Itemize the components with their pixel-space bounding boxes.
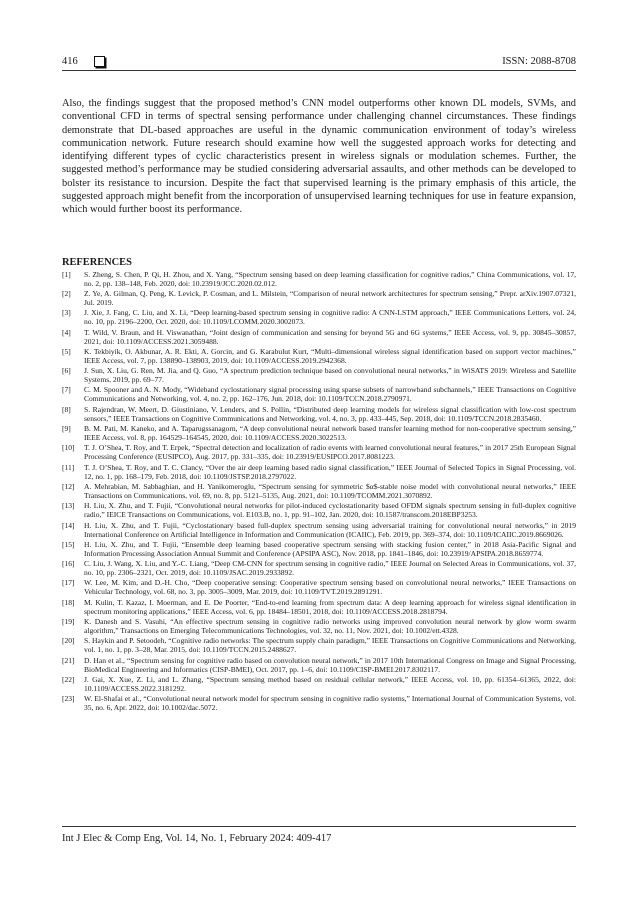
reference-number: [3] — [62, 308, 71, 318]
reference-text: Z. Ye, A. Gilman, Q. Peng, K. Levick, P. Cosman, and L. Milstein, “Comparison of neural network architectures for spectrum sensing,” Prepr. arXiv.1907.07321, Jul. 2019. — [84, 288, 576, 307]
reference-item — [62, 559, 576, 577]
reference-text: S. Haykin and P. Setoodeh, “Cognitive radio networks: The spectrum supply chain paradigm,” IEEE Transactions on Cognitive Communications and Networking, vol. 1, no. 1, pp. 3–28, Mar. 2015, doi: 10.1109/TCCN.2015.2488627. — [84, 636, 576, 655]
reference-item — [62, 443, 576, 461]
reference-number: [2] — [62, 288, 71, 298]
reference-text: J. Sun, X. Liu, G. Ren, M. Jia, and Q. Guo, “A spectrum prediction technique based on convolutional neural networks,” in WiSATS 2019: Wireless and Satellite Systems, 2019, pp. 69–77. — [84, 366, 576, 385]
reference-text: T. Wild, V. Braun, and H. Viswanathan, “Joint design of communication and sensing for beyond 5G and 6G systems,” IEEE Access, vol. 9, pp. 30845–30857, 2021, doi: 10.1109/ACCESS.2021.3059488. — [84, 327, 576, 346]
reference-text: J. Xie, J. Fang, C. Liu, and X. Li, “Deep learning-based spectrum sensing in cognitive radio: A CNN-LSTM approach,” IEEE Communications Letters, vol. 24, no. 10, pp. 2196–2200, Oct. 2020, doi: 10.1109/LCOMM.2020.3002073. — [84, 308, 576, 327]
reference-text: W. Lee, M. Kim, and D.-H. Cho, “Deep cooperative sensing: Cooperative spectrum sensing based on convolutional neural networks,” IEEE Transactions on Vehicular Technology, vol. 68, no. 3, pp. 3005–3009, Mar. 2019, doi: 10.1109/TVT.2019.2891291. — [84, 578, 576, 597]
reference-number: [5] — [62, 346, 71, 356]
reference-number: [20] — [62, 636, 75, 646]
header-left — [62, 56, 105, 67]
reference-text: B. M. Pati, M. Kaneko, and A. Taparugssanagorn, “A deep convolutional neural network based transfer learning method for non-cooperative spectrum sensing,” IEEE Access, vol. 8, pp. 164529–164545, 2020, doi: 10.1109/ACCESS.2020.3022513. — [84, 424, 576, 443]
reference-text: J. Gai, X. Xue, Z. Li, and L. Zhang, “Spectrum sensing method based on residual cellular network,” IEEE Access, vol. 10, pp. 61354–61365, 2022, doi: 10.1109/ACCESS.2022.3181292. — [84, 674, 576, 693]
reference-number: [11] — [62, 462, 75, 472]
reference-item — [62, 385, 576, 403]
page-header — [62, 56, 576, 71]
reference-text: H. Liu, X. Zhu, and T. Fujii, “Ensemble deep learning based cooperative spectrum sensing with stacking fusion center,” in 2018 Asia-Pacific Signal and Information Processing Association Annual Summit and Conference (APSIPA ASC), Nov. 2018, pp. 1841–1846, doi: 10.23919/APSIPA.2018.8659774. — [84, 539, 576, 558]
reference-item — [62, 366, 576, 384]
reference-text: S. Zheng, S. Chen, P. Qi, H. Zhou, and X. Yang, “Spectrum sensing based on deep learning classification for cognitive radios,” China Communications, vol. 17, no. 2, pp. 138–148, Feb. 2020, doi: 10.23919/JCC.2020.02.012. — [84, 269, 576, 288]
reference-item — [62, 501, 576, 519]
reference-text: A. Mehrabian, M. Sabbaghian, and H. Yanikomeroglu, “Spectrum sensing for symmetric $α$-stable noise model with convolutional neural networks,” IEEE Transactions on Communications, vol. 69, no. 8, pp. 5121–5135, Aug. 2021, doi: 10.1109/TCOMM.2021.3070892. — [84, 481, 576, 500]
reference-text: W. El-Shafai et al., “Convolutional neural network model for spectrum sensing in cognitive radio systems,” International Journal of Communication Systems, vol. 35, no. 6, Apr. 2022, doi: 10.1002/dac.5072. — [84, 694, 576, 713]
page-content — [62, 56, 576, 714]
reference-text: H. Liu, X. Zhu, and T. Fujii, “Convolutional neural networks for pilot-induced cyclostationarity based OFDM signals spectrum sensing in full-duplex cognitive radio,” IEICE Transactions on Communications, vol. E103.B, no. 1, pp. 91–102, Jan. 2020, doi: 10.1587/transcom.2018EBP3253. — [84, 501, 576, 520]
reference-item — [62, 540, 576, 558]
reference-number: [13] — [62, 501, 75, 511]
reference-number: [22] — [62, 674, 75, 684]
reference-text: D. Han et al., “Spectrum sensing for cognitive radio based on convolution neural network,” in 2017 10th International Congress on Image and Signal Processing, BioMedical Engineering and Informatics (CISP-BMEI), Oct. 2017, pp. 1–6, doi: 10.1109/CISP-BMEI.2017.8302117. — [84, 655, 576, 674]
reference-item — [62, 463, 576, 481]
reference-item — [62, 675, 576, 693]
reference-number: [6] — [62, 366, 71, 376]
reference-item — [62, 598, 576, 616]
page-footer: Int J Elec & Comp Eng, Vol. 14, No. 1, February 2024: 409-417 — [62, 826, 576, 844]
reference-number: [15] — [62, 539, 75, 549]
reference-item — [62, 308, 576, 326]
reference-item — [62, 289, 576, 307]
reference-item — [62, 424, 576, 442]
reference-number: [1] — [62, 269, 71, 279]
reference-item — [62, 270, 576, 288]
reference-number: [21] — [62, 655, 75, 665]
reference-item — [62, 482, 576, 500]
reference-number: [4] — [62, 327, 71, 337]
reference-number: [16] — [62, 559, 75, 569]
reference-text: K. Danesh and S. Vasuhi, “An effective spectrum sensing in cognitive radio networks using improved convolution neural network by glow worm swarm algorithm,” Transactions on Emerging Telecommunications Technologies, vol. 32, no. 11, Nov. 2021, doi: 10.1002/ett.4328. — [84, 617, 576, 636]
reference-item — [62, 694, 576, 712]
reference-text: T. J. O’Shea, T. Roy, and T. Erpek, “Spectral detection and localization of radio events with learned convolutional neural features,” in 2017 25th European Signal Processing Conference (EUSIPCO), Aug. 2017, pp. 331–335, doi: 10.23919/EUSIPCO.2017.8081223. — [84, 443, 576, 462]
reference-number: [7] — [62, 385, 71, 395]
reference-number: [17] — [62, 578, 75, 588]
issn-label: ISSN: 2088-8708 — [502, 56, 576, 67]
reference-item — [62, 656, 576, 674]
reference-text: K. Tekbiyik, O. Akbunar, A. R. Ekti, A. Gorcin, and G. Karabulut Kurt, “Multi–dimensional wireless signal identification based on support vector machines,” IEEE Access, vol. 7, pp. 138890–138903, 2019, doi: 10.1109/ACCESS.2019.2942368. — [84, 346, 576, 365]
reference-number: [12] — [62, 481, 75, 491]
reference-number: [18] — [62, 597, 75, 607]
references-list — [62, 270, 576, 713]
references-heading: REFERENCES — [62, 256, 132, 268]
reference-text: S. Rajendran, W. Meert, D. Giustiniano, V. Lenders, and S. Pollin, “Distributed deep learning models for wireless signal classification with low-cost spectrum sensors,” IEEE Transactions on Cognitive Communications and Networking, vol. 4, no. 3, pp. 433–445, Sep. 2018, doi: 10.1109/TCCN.2018.2835460. — [84, 404, 576, 423]
reference-item — [62, 328, 576, 346]
reference-text: M. Kulin, T. Kazaz, I. Moerman, and E. De Poorter, “End-to-end learning from spectrum data: A deep learning approach for wireless signal identification in spectrum monitoring applications,” IEEE Access, vol. 6, pp. 18484–18501, 2018, doi: 10.1109/ACCESS.2018.2818794. — [84, 597, 576, 616]
reference-number: [9] — [62, 424, 71, 434]
reference-text: C. Liu, J. Wang, X. Liu, and Y.-C. Liang, “Deep CM-CNN for spectrum sensing in cognitive radio,” IEEE Journal on Selected Areas in Communications, vol. 37, no. 10, pp. 2306–2321, Oct. 2019, doi: 10.1109/JSAC.2019.2933892. — [84, 559, 576, 578]
reference-text: T. J. O’Shea, T. Roy, and T. C. Clancy, “Over the air deep learning based radio signal classification,” IEEE Journal of Selected Topics in Signal Processing, vol. 12, no. 1, pp. 168–179, Feb. 2018, doi: 10.1109/JSTSP.2018.2797022. — [84, 462, 576, 481]
reference-text: C. M. Spooner and A. N. Mody, “Wideband cyclostationary signal processing using sparse subsets of narrowband subchannels,” IEEE Transactions on Cognitive Communications and Networking, vol. 4, no. 2, pp. 162–176, Jun. 2018, doi: 10.1109/TCCN.2018.2790971. — [84, 385, 576, 404]
reference-item — [62, 578, 576, 596]
conclusion-paragraph: Also, the findings suggest that the proposed method’s CNN model outperforms other known DL models, SVMs, and conventional CFD in terms of spectral sensing performance under challenging channel circumstances. These findings demonstrate that DL-based approaches are useful in the dynamic communication environment of today’s wireless communication network. Future research should examine how well the suggested approach works for detecting and identifying different types of cyclic characteristics present in wireless signals or modulation schemes. Further, the suggested method’s performance may be studied considering adversarial assaults, and other methods can be developed to bolster its resistance to incursion. Despite the fact that supervised learning is the primary emphasis of this article, the suggested approach might benefit from the incorporation of unsupervised learning techniques for use in feature expansion, which would further boost its performance. — [62, 98, 576, 216]
reference-number: [14] — [62, 520, 75, 530]
reference-item — [62, 617, 576, 635]
reference-number: [19] — [62, 617, 75, 627]
reference-item — [62, 521, 576, 539]
reference-item — [62, 347, 576, 365]
reference-item — [62, 636, 576, 654]
reference-number: [10] — [62, 443, 75, 453]
reference-item — [62, 405, 576, 423]
reference-number: [8] — [62, 404, 71, 414]
reference-number: [23] — [62, 694, 75, 704]
checkbox-square-icon — [94, 56, 105, 67]
reference-text: H. Liu, X. Zhu, and T. Fujii, “Cyclostationary based full-duplex spectrum sensing using adversarial training for convolutional neural networks,” in 2019 International Conference on Artificial Intelligence in Information and Communication (ICAIIC), Feb. 2019, pp. 369–374, doi: 10.1109/ICAIIC.2019.8669026. — [84, 520, 576, 539]
page-number: 416 — [62, 56, 78, 67]
